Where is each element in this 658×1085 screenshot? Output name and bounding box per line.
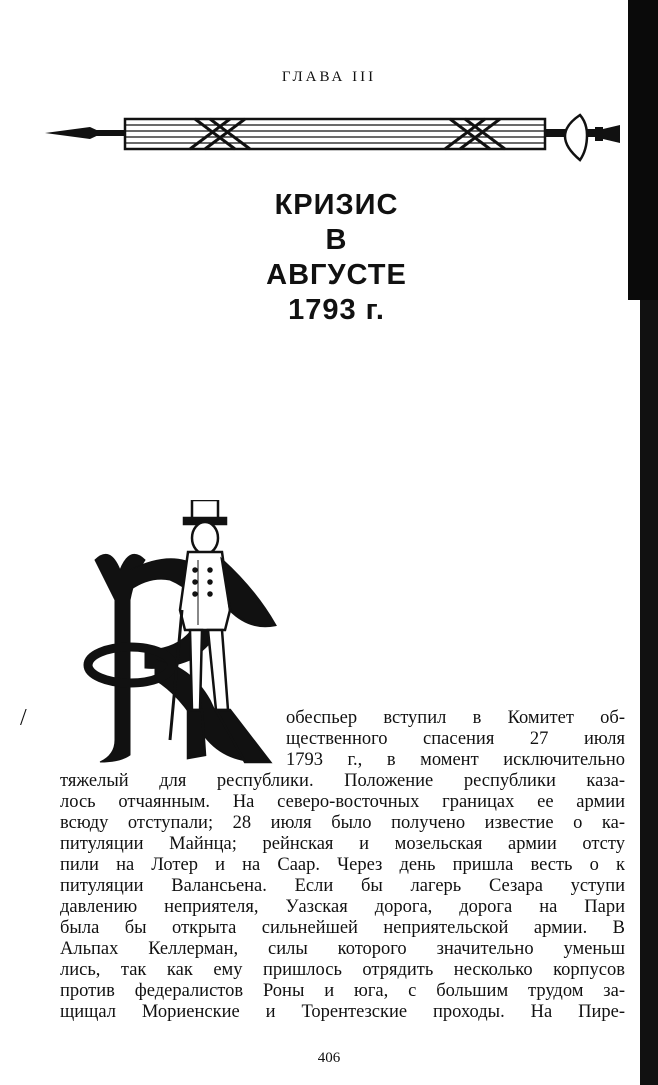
- text-line: обеспьер вступил в Комитет об-: [286, 708, 625, 728]
- title-line: АВГУСТЕ: [266, 259, 407, 291]
- text-line: 1793 г., в момент исключительно: [286, 750, 625, 770]
- body-text: [60, 708, 625, 1023]
- chapter-label: ГЛАВА III: [281, 69, 377, 85]
- text-line: щественного спасения 27 июля: [286, 729, 625, 749]
- margin-mark: /: [20, 705, 27, 731]
- text-line: лись, так как ему пришлось отрядить несколько корпусов: [60, 960, 625, 980]
- text-line: пили на Лотер и на Саар. Через день пришла весть о к: [60, 855, 625, 875]
- chapter-title: [0, 188, 658, 328]
- page-number: 406: [317, 1050, 341, 1066]
- text-line: питуляции Майнца; рейнская и мозельская армии отсту: [60, 834, 625, 854]
- text-line: щищал Мориенские и Торентезские проходы. На Пире-: [60, 1002, 625, 1022]
- text-line: питуляции Валансьена. Если бы лагерь Сезара уступи: [60, 876, 625, 896]
- text-line: против федералистов Роны и юга, с большим трудом за-: [60, 981, 625, 1001]
- spear-axe-ornament: [45, 105, 625, 170]
- title-line: 1793 г.: [288, 294, 385, 326]
- text-line: давлению неприятеля, Уазская дорога, дорога на Пари: [60, 897, 625, 917]
- title-line: В: [325, 224, 348, 256]
- text-line: всюду отступали; 28 июля было получено известие о ка-: [60, 813, 625, 833]
- text-line: тяжелый для республики. Положение республики каза-: [60, 771, 625, 791]
- page-edge-shadow-lower: [640, 300, 658, 1085]
- text-line: была бы открыта сильнейшей неприятельской армии. В: [60, 918, 625, 938]
- title-line: КРИЗИС: [274, 189, 399, 221]
- text-line: лось отчаянным. На северо-восточных границах ее армии: [60, 792, 625, 812]
- text-line: Альпах Келлерман, силы которого значительно уменьш: [60, 939, 625, 959]
